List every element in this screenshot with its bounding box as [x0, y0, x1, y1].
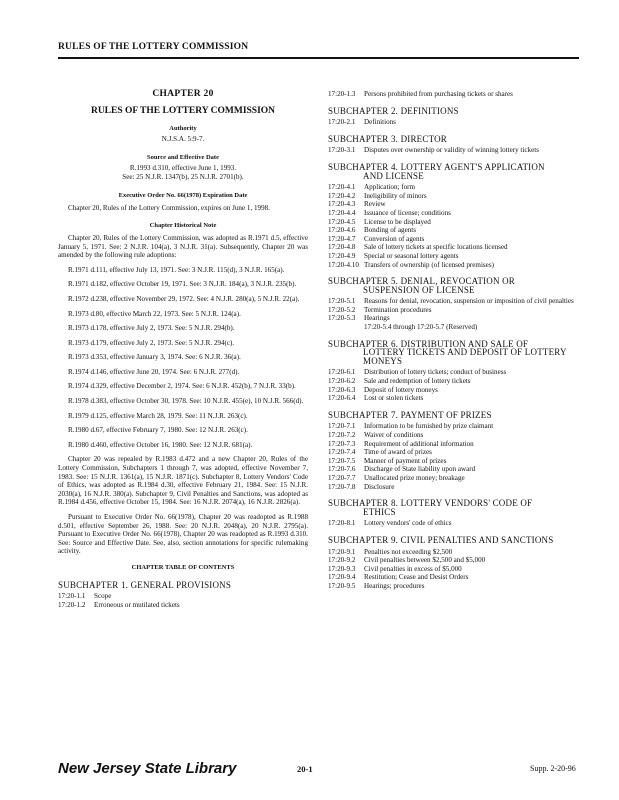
- section-entry: [328, 573, 590, 582]
- section-number: 17:20-4.3: [328, 200, 356, 209]
- subchapter-title-line: SUBCHAPTER 5. DENIAL, REVOCATION OR: [328, 276, 516, 287]
- amendment-entry: R.1971 d.182, effective October 19, 1971. See: 3 N.J.R. 184(a), 3 N.J.R. 235(b).: [68, 280, 297, 289]
- section-entry: [328, 183, 590, 192]
- section-number: 17:20-7.5: [328, 456, 356, 465]
- chapter-title: RULES OF THE LOTTERY COMMISSION: [90, 105, 276, 116]
- section-title: Erroneous or mutilated tickets: [94, 600, 180, 609]
- subchapter-title-line: SUBCHAPTER 9. CIVIL PENALTIES AND SANCTIONS: [328, 534, 554, 545]
- section-number: 17:20-3.1: [328, 146, 356, 155]
- section-number: 17:20-5.3: [328, 314, 356, 323]
- section-entry: [328, 252, 590, 261]
- section-title: Information to be furnished by prize claimant: [364, 422, 494, 431]
- section-title: License to be displayed: [364, 217, 431, 226]
- amendments-list: [58, 266, 308, 450]
- authority-heading: Authority: [169, 125, 197, 133]
- subchapter-block: [328, 499, 590, 528]
- amendment-entry: R.1972 d.238, effective November 29, 1972. See: 4 N.J.R. 280(a), 5 N.J.R. 22(a).: [68, 294, 300, 303]
- subchapter-1-entries: [58, 592, 308, 609]
- source-heading: Source and Effective Date: [147, 154, 219, 162]
- section-entry: [58, 592, 308, 601]
- section-number: 17:20-1.2: [58, 600, 86, 609]
- section-number: 17:20-7.8: [328, 482, 356, 491]
- section-entry: [328, 582, 590, 591]
- section-title: Civil penalties in excess of $5,000: [364, 564, 462, 573]
- amendment-entry: R.1973 d.178, effective July 2, 1973. See: 5 N.J.R. 294(b).: [68, 324, 235, 333]
- section-entry: [328, 377, 590, 386]
- section-entry: [328, 200, 590, 209]
- section-title: 17:20-5.4 through 17:20-5.7 (Reserved): [364, 323, 478, 332]
- left-column: [58, 90, 308, 609]
- section-title: Reasons for denial, revocation, suspension or imposition of civil penalties: [364, 297, 574, 306]
- section-title: Ineligibility of minors: [364, 191, 427, 200]
- section-entry: [328, 314, 590, 323]
- section-title: Penalties not exceeding $2,500: [364, 547, 453, 556]
- section-title: Application; form: [364, 183, 416, 192]
- section-entry: [328, 323, 590, 332]
- subchapter-title-line: SUBCHAPTER 8. LOTTERY VENDORS' CODE OF: [328, 498, 533, 509]
- subchapter-block: [328, 411, 590, 491]
- section-number: 17:20-9.1: [328, 547, 356, 556]
- exec-order-heading: Executive Order No. 66(1978) Expiration Date: [118, 192, 248, 200]
- amendment-entry: R.1973 d.80, effective March 22, 1973. See: 5 N.J.R. 124(a).: [68, 309, 241, 318]
- section-entry: [328, 440, 590, 449]
- section-entry: [328, 483, 590, 492]
- section-entry: [58, 601, 308, 610]
- subchapter-title-continuation: SUSPENSION OF LICENSE: [363, 284, 475, 295]
- section-entry: [328, 548, 590, 557]
- section-number: 17:20-4.7: [328, 234, 356, 243]
- section-title: Persons prohibited from purchasing tickets or shares: [364, 90, 513, 98]
- subchapter-block: [328, 163, 590, 269]
- section-entry: [328, 457, 590, 466]
- amendment-entry: R.1973 d.179, effective July 2, 1973. See: 5 N.J.R. 294(c).: [68, 338, 235, 347]
- section-entry: [328, 422, 590, 431]
- section-entry: [328, 118, 590, 127]
- source-line-1: R.1993 d.310, effective June 1, 1993.: [129, 163, 237, 172]
- section-number: 17:20-4.1: [328, 183, 356, 192]
- authority-text: N.J.S.A. 5:9-7.: [161, 134, 205, 143]
- historical-note-text: Chapter 20, Rules of the Lottery Commission, was adopted as R.1971 d.5, effective January 5, 1971. See: 2 N.J.R. 104(a), 3 N.J.R. 31(a). Subsequently, Chapter 20 was amended by the following rule adoptions:: [58, 233, 308, 260]
- historical-note-heading: Chapter Historical Note: [149, 222, 217, 230]
- section-number: [328, 323, 364, 332]
- subchapter-title: [328, 536, 590, 545]
- toc-heading: CHAPTER TABLE OF CONTENTS: [131, 563, 235, 571]
- section-title: Bonding of agents: [364, 226, 417, 235]
- subchapter-title: [328, 277, 590, 294]
- section-entry: [328, 474, 590, 483]
- section-entry: [328, 90, 590, 99]
- readopt-text: Pursuant to Executive Order No. 66(1978), Chapter 20 was readopted as R.1988 d.501, effective September 26, 1988. See: 20 N.J.R. 2048(a), 20 N.J.R. 2795(a). Pursuant to Executive Order No. 66(1978), Chapter 20 was readopted as R.1993 d.310. See: Source and Effective Date. See, also, section annotations for specific rulemaking activity.: [58, 513, 308, 556]
- section-title: Requirement of additional information: [364, 439, 474, 448]
- section-entry: [328, 431, 590, 440]
- amendment-entry: R.1974 d.329, effective December 2, 1974. See: 6 N.J.R. 452(b), 7 N.J.R. 33(b).: [68, 382, 296, 391]
- section-number: 17:20-7.7: [328, 473, 356, 482]
- section-entry: [328, 243, 590, 252]
- subchapter-block: [328, 277, 590, 332]
- section-entry: [328, 386, 590, 395]
- section-entry: [328, 565, 590, 574]
- section-title: Discharge of State liability upon award: [364, 465, 476, 474]
- section-title: Conversion of agents: [364, 234, 425, 243]
- section-title: Lottery vendors' code of ethics: [364, 519, 452, 528]
- section-number: 17:20-7.2: [328, 431, 356, 439]
- section-title: Issuance of license; conditions: [364, 208, 451, 217]
- subchapter-1-title: SUBCHAPTER 1. GENERAL PROVISIONS: [58, 579, 232, 590]
- section-title: Transfers of ownership (of licensed premises): [364, 260, 494, 269]
- subchapter-block: [328, 340, 590, 403]
- section-entry: [328, 235, 590, 244]
- subchapter-block: [328, 107, 590, 127]
- section-number: 17:20-4.2: [328, 191, 356, 200]
- section-number: 17:20-7.1: [328, 422, 356, 431]
- subchapter-block: [328, 536, 590, 591]
- subchapter-title: [328, 163, 590, 180]
- source-line-2: See: 25 N.J.R. 1347(b), 25 N.J.R. 2701(b).: [122, 172, 244, 181]
- section-title: Deposit of lottery moneys: [364, 385, 438, 394]
- section-title: Hearings: [364, 314, 390, 323]
- section-number: 17:20-1.1: [58, 592, 86, 601]
- subchapter-title-line: SUBCHAPTER 6. DISTRIBUTION AND SALE OF: [328, 338, 529, 349]
- section-title: Restitution; Cease and Desist Orders: [364, 573, 469, 582]
- section-number: 17:20-6.2: [328, 377, 356, 386]
- library-stamp: New Jersey State Library: [58, 760, 237, 777]
- section-entry: [328, 226, 590, 235]
- section-number: 17:20-4.10: [328, 260, 359, 269]
- section-title: Special or seasonal lottery agents: [364, 251, 459, 260]
- section-number: 17:20-7.4: [328, 448, 356, 457]
- amendment-entry: R.1974 d.146, effective June 20, 1974. See: 6 N.J.R. 277(d).: [68, 367, 240, 376]
- amendment-entry: R.1973 d.353, effective January 3, 1974. See: 6 N.J.R. 36(a).: [68, 353, 241, 362]
- section-entry: [328, 261, 590, 270]
- section-number: 17:20-4.5: [328, 217, 356, 226]
- section-title: Termination procedures: [364, 305, 432, 314]
- section-title: Review: [364, 200, 386, 209]
- section-number: 17:20-6.4: [328, 394, 356, 403]
- page-number: 20-1: [297, 764, 313, 774]
- section-entry: [328, 448, 590, 457]
- section-title: Disclosure: [364, 482, 395, 491]
- subchapter-title-continuation: ETHICS: [363, 506, 396, 517]
- section-number: 17:20-6.1: [328, 368, 356, 377]
- header-rule: [58, 57, 579, 59]
- subchapter-title-continuation: AND LICENSE: [363, 170, 424, 181]
- subchapter-title: [328, 107, 590, 116]
- amendment-entry: R.1980 d.460, effective October 16, 1980. See: 12 N.J.R. 681(a).: [68, 440, 253, 449]
- section-title: Definitions: [364, 118, 396, 127]
- supplement-date: Supp. 2-20-96: [530, 764, 576, 773]
- section-number: 17:20-9.2: [328, 556, 356, 565]
- section-title: Disputes over ownership or validity of winning lottery tickets: [364, 146, 539, 155]
- section-number: 17:20-5.2: [328, 305, 356, 314]
- section-title: Hearings; procedures: [364, 581, 425, 590]
- right-column: [328, 90, 590, 599]
- amendment-entry: R.1980 d.67, effective February 7, 1980. See: 12 N.J.R. 263(c).: [68, 426, 248, 435]
- section-title: Waiver of conditions: [364, 431, 424, 439]
- section-number: 17:20-4.9: [328, 251, 356, 260]
- section-number: 17:20-4.4: [328, 208, 356, 217]
- section-number: 17:20-4.8: [328, 243, 356, 252]
- section-title: Unallocated prize money; breakage: [364, 473, 465, 482]
- section-title: Manner of payment of prizes: [364, 456, 447, 465]
- section-entry: [328, 368, 590, 377]
- section-number: 17:20-7.3: [328, 439, 356, 448]
- section-number: 17:20-7.6: [328, 465, 356, 474]
- section-title: Scope: [94, 592, 112, 601]
- amendment-entry: R.1979 d.125, effective March 28, 1979. See: 11 N.J.R. 263(c).: [68, 411, 248, 420]
- section-entry: [328, 297, 590, 306]
- section-number: 17:20-4.6: [328, 226, 356, 235]
- section-title: Civil penalties between $2,500 and $5,000: [364, 556, 486, 565]
- amendment-entry: R.1978 d.383, effective October 30, 1978. See: 10 N.J.R. 455(e), 10 N.J.R. 566(d).: [68, 397, 304, 406]
- subchapter-title-line: SUBCHAPTER 2. DEFINITIONS: [328, 105, 459, 116]
- section-entry: [328, 306, 590, 315]
- section-number: 17:20-9.4: [328, 573, 356, 582]
- section-number: 17:20-8.1: [328, 519, 356, 528]
- section-title: Distribution of lottery tickets; conduct of business: [364, 368, 507, 377]
- section-entry: [328, 209, 590, 218]
- section-number: 17:20-9.3: [328, 564, 356, 573]
- subchapter-title-line: SUBCHAPTER 3. DIRECTOR: [328, 133, 448, 144]
- subchapter-title: [328, 411, 590, 420]
- section-number: 17:20-9.5: [328, 581, 356, 590]
- section-entry: [328, 465, 590, 474]
- exec-order-text: Chapter 20, Rules of the Lottery Commission, expires on June 1, 1998.: [68, 203, 270, 212]
- section-number: 17:20-5.1: [328, 297, 356, 306]
- subchapter-title: [328, 340, 590, 366]
- subchapter-title: [328, 499, 590, 516]
- section-entry: [328, 146, 590, 155]
- section-number: 17:20-2.1: [328, 118, 356, 127]
- amendment-entry: R.1971 d.111, effective July 13, 1971. See: 3 N.J.R. 115(d), 3 N.J.R. 165(a).: [68, 265, 285, 274]
- running-head: RULES OF THE LOTTERY COMMISSION: [58, 42, 249, 52]
- section-title: Lost or stolen tickets: [364, 394, 424, 403]
- subchapter-title-line: SUBCHAPTER 7. PAYMENT OF PRIZES: [328, 409, 492, 420]
- subchapter-title: [328, 135, 590, 144]
- section-title: Sale of lottery tickets at specific locations licensed: [364, 243, 508, 252]
- repeal-text: Chapter 20 was repealed by R.1983 d.472 and a new Chapter 20, Rules of the Lottery Commission, Subchapters 1 through 7, was adopted, effective November 7, 1983. See: 15 N.J.R. 1361(a), 15 N.J.R. 1871(c). Subchapter 8, Lottery Vendors' Code of Ethics, was adopted as R.1984 d.30, effective February 21, 1984. See: 15 N.J.R. 2030(a), 16 N.J.R. 380(a). Subchapter 9, Civil Penalties and Sanctions, was adopted as R.1984 d.456, effective October 15, 1984. See: 16 N.J.R. 2074(a), 16 N.J.R. 2826(a).: [58, 455, 308, 507]
- subchapter-list: [328, 107, 590, 591]
- section-entry: [328, 218, 590, 227]
- subchapter-title-continuation: LOTTERY TICKETS AND DEPOSIT OF LOTTERY MONEYS: [363, 347, 567, 366]
- section-number: 17:20-1.3: [328, 90, 356, 98]
- section-number: 17:20-6.3: [328, 385, 356, 394]
- chapter-number: CHAPTER 20: [152, 89, 214, 99]
- section-title: Sale and redemption of lottery tickets: [364, 377, 471, 386]
- subchapter-block: [328, 135, 590, 155]
- section-entry: [328, 192, 590, 201]
- section-entry: [328, 556, 590, 565]
- subchapter-title-line: SUBCHAPTER 4. LOTTERY AGENT'S APPLICATION: [328, 161, 545, 172]
- section-title: Time of award of prizes: [364, 448, 432, 457]
- section-entry: [328, 519, 590, 528]
- section-entry: [328, 394, 590, 403]
